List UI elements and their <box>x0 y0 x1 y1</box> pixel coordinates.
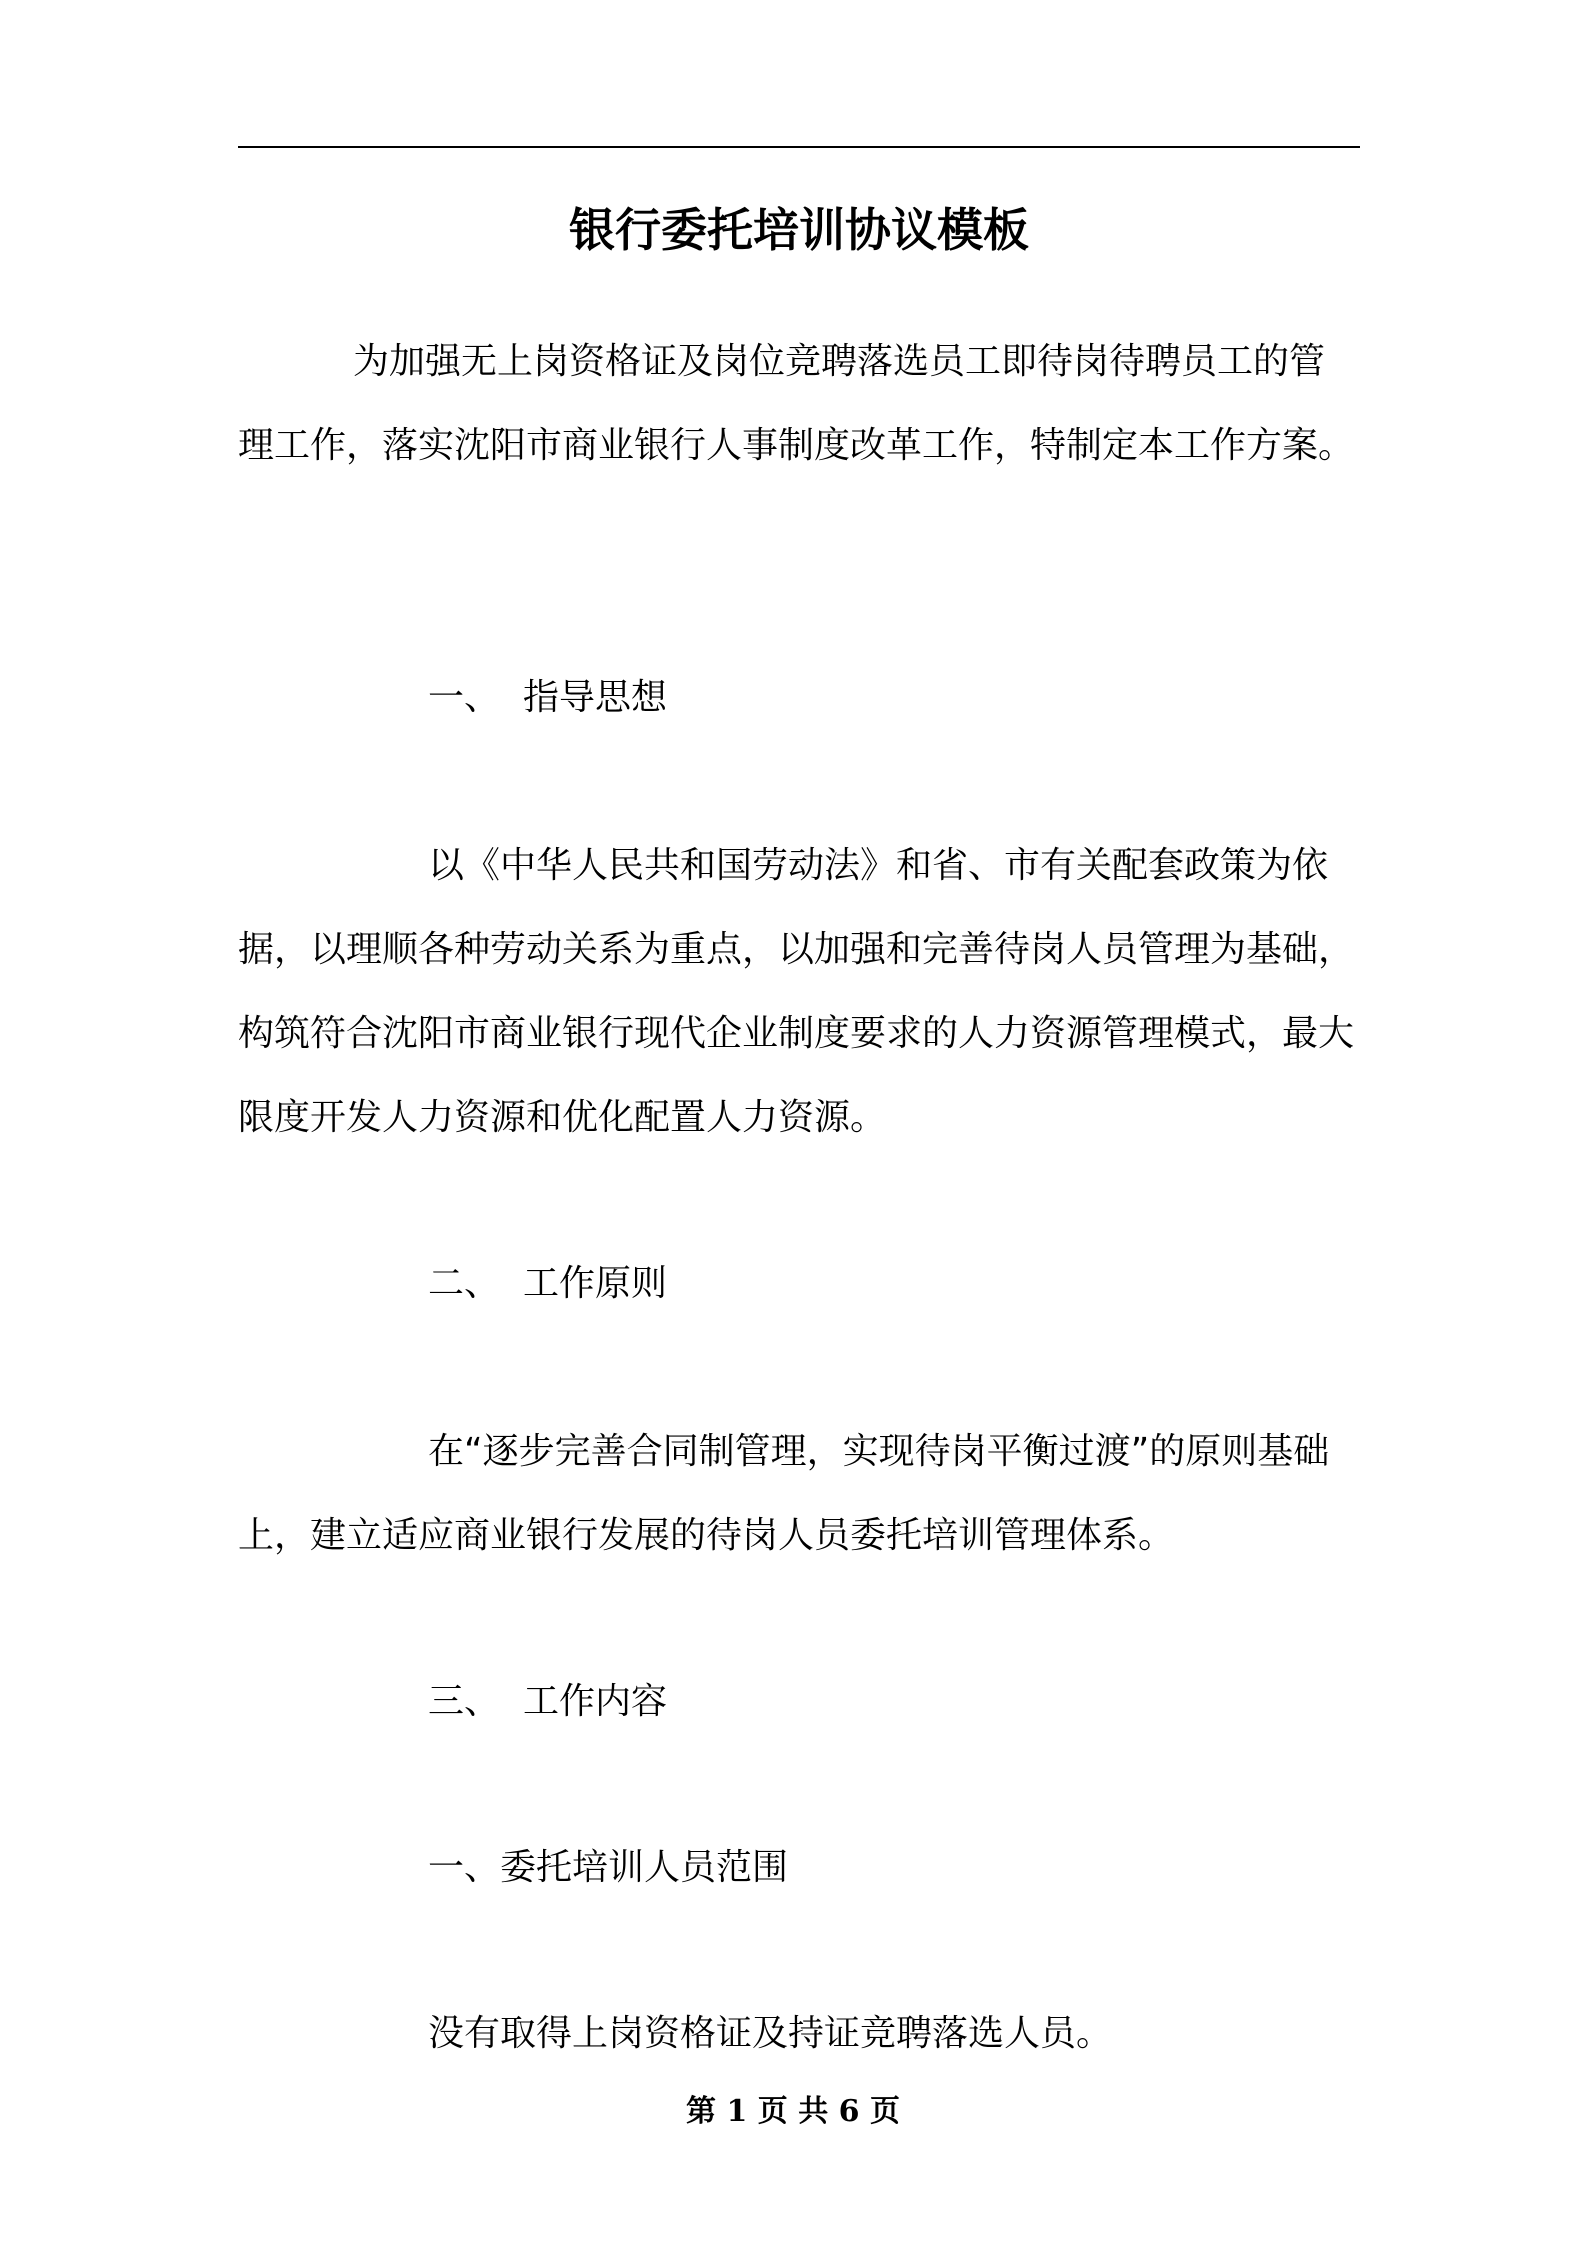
intro-paragraph: 为加强无上岗资格证及岗位竞聘落选员工即待岗待聘员工的管理工作，落实沈阳市商业银行人事制度改革工作，特制定本工作方案。 <box>238 341 1355 466</box>
section3-heading: 工作内容 <box>523 1681 668 1722</box>
section3-paragraph: 没有取得上岗资格证及持证竞聘落选人员。 <box>428 2013 1113 2054</box>
section1-number: 一、 <box>428 677 501 718</box>
section3-subheading: 一、委托培训人员范围 <box>428 1847 789 1888</box>
page-footer: 第 1 页 共 6 页 <box>686 2094 900 2129</box>
section2-heading: 工作原则 <box>523 1263 668 1304</box>
section1-paragraph: 以《中华人民共和国劳动法》和省、市有关配套政策为依据，以理顺各种劳动关系为重点，以加强和完善待岗人员管理为基础，构筑符合沈阳市商业银行现代企业制度要求的人力资源管理模式，最大限度开发人力资源和优化配置人力资源。 <box>238 845 1355 1138</box>
section3-number: 三、 <box>428 1681 501 1722</box>
section2-paragraph: 在“逐步完善合同制管理，实现待岗平衡过渡”的原则基础上，建立适应商业银行发展的待岗人员委托培训管理体系。 <box>238 1431 1330 1556</box>
header-rule <box>238 146 1360 148</box>
document-title: 银行委托培训协议模板 <box>569 203 1029 257</box>
section1-heading: 指导思想 <box>523 677 668 718</box>
section2-number: 二、 <box>428 1263 501 1304</box>
